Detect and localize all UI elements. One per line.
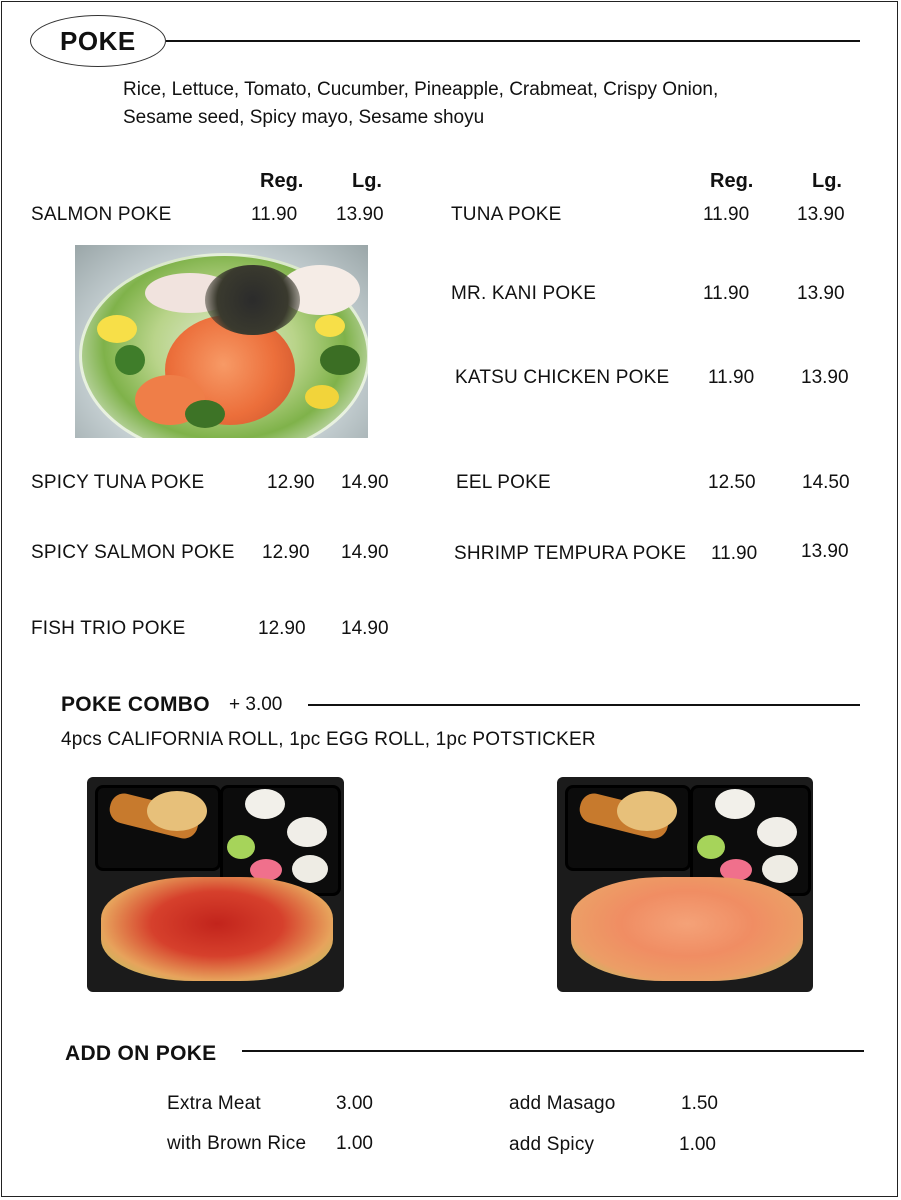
menu-item-lg-price: 14.50 <box>802 472 850 493</box>
combo-price: + 3.00 <box>229 694 283 715</box>
poke-section-title: POKE <box>60 26 136 56</box>
menu-item-name: FISH TRIO POKE <box>31 618 186 639</box>
addon-item-name: add Spicy <box>509 1134 595 1155</box>
menu-item-lg-price: 13.90 <box>336 204 384 225</box>
left-col-reg-header: Reg. <box>260 170 304 192</box>
combo-description: 4pcs CALIFORNIA ROLL, 1pc EGG ROLL, 1pc POTSTICKER <box>61 729 596 750</box>
menu-page <box>1 1 898 1197</box>
menu-item-lg-price: 14.90 <box>341 472 389 493</box>
menu-item-lg-price: 13.90 <box>797 204 845 225</box>
poke-ingredients-line2: Sesame seed, Spicy mayo, Sesame shoyu <box>123 107 485 128</box>
spicy-combo-photo <box>87 777 344 992</box>
right-col-reg-header: Reg. <box>710 170 754 192</box>
left-col-lg-header: Lg. <box>352 170 382 192</box>
menu-item-reg-price: 12.90 <box>262 542 310 563</box>
addon-section-title: ADD ON POKE <box>65 1042 217 1065</box>
right-col-lg-header: Lg. <box>812 170 842 192</box>
salmon-combo-photo <box>557 777 813 992</box>
menu-item-name: SPICY SALMON POKE <box>31 542 235 563</box>
menu-item-name: TUNA POKE <box>451 204 562 225</box>
menu-item-reg-price: 11.90 <box>708 367 755 388</box>
poke-header-rule <box>166 40 860 42</box>
menu-item-reg-price: 12.90 <box>267 472 315 493</box>
menu-item-lg-price: 14.90 <box>341 618 389 639</box>
addon-item-price: 1.00 <box>679 1134 716 1155</box>
addon-header-rule <box>242 1050 864 1052</box>
salmon-poke-photo <box>75 245 368 438</box>
menu-item-lg-price: 14.90 <box>341 542 389 563</box>
menu-item-name: EEL POKE <box>456 472 551 493</box>
addon-item-price: 1.50 <box>681 1093 718 1114</box>
menu-item-name: SHRIMP TEMPURA POKE <box>454 543 687 564</box>
addon-item-name: Extra Meat <box>167 1093 261 1114</box>
menu-item-lg-price: 13.90 <box>797 283 845 304</box>
menu-item-name: SALMON POKE <box>31 204 172 225</box>
menu-item-lg-price: 13.90 <box>801 367 849 388</box>
menu-item-name: SPICY TUNA POKE <box>31 472 205 493</box>
menu-item-reg-price: 12.90 <box>258 618 306 639</box>
addon-item-price: 1.00 <box>336 1133 373 1154</box>
menu-item-name: MR. KANI POKE <box>451 283 597 304</box>
menu-item-reg-price: 11.90 <box>703 283 750 304</box>
menu-item-name: KATSU CHICKEN POKE <box>455 367 670 388</box>
addon-item-name: add Masago <box>509 1093 616 1114</box>
menu-item-reg-price: 12.50 <box>708 472 756 493</box>
addon-item-price: 3.00 <box>336 1093 373 1114</box>
menu-item-reg-price: 11.90 <box>251 204 298 225</box>
menu-item-reg-price: 11.90 <box>703 204 750 225</box>
poke-ingredients-line1: Rice, Lettuce, Tomato, Cucumber, Pineapple, Crabmeat, Crispy Onion, <box>123 79 719 100</box>
combo-section-title: POKE COMBO <box>61 693 210 716</box>
menu-item-lg-price: 13.90 <box>801 541 849 562</box>
addon-item-name: with Brown Rice <box>167 1133 307 1154</box>
menu-item-reg-price: 11.90 <box>711 543 758 564</box>
combo-header-rule <box>308 704 860 706</box>
